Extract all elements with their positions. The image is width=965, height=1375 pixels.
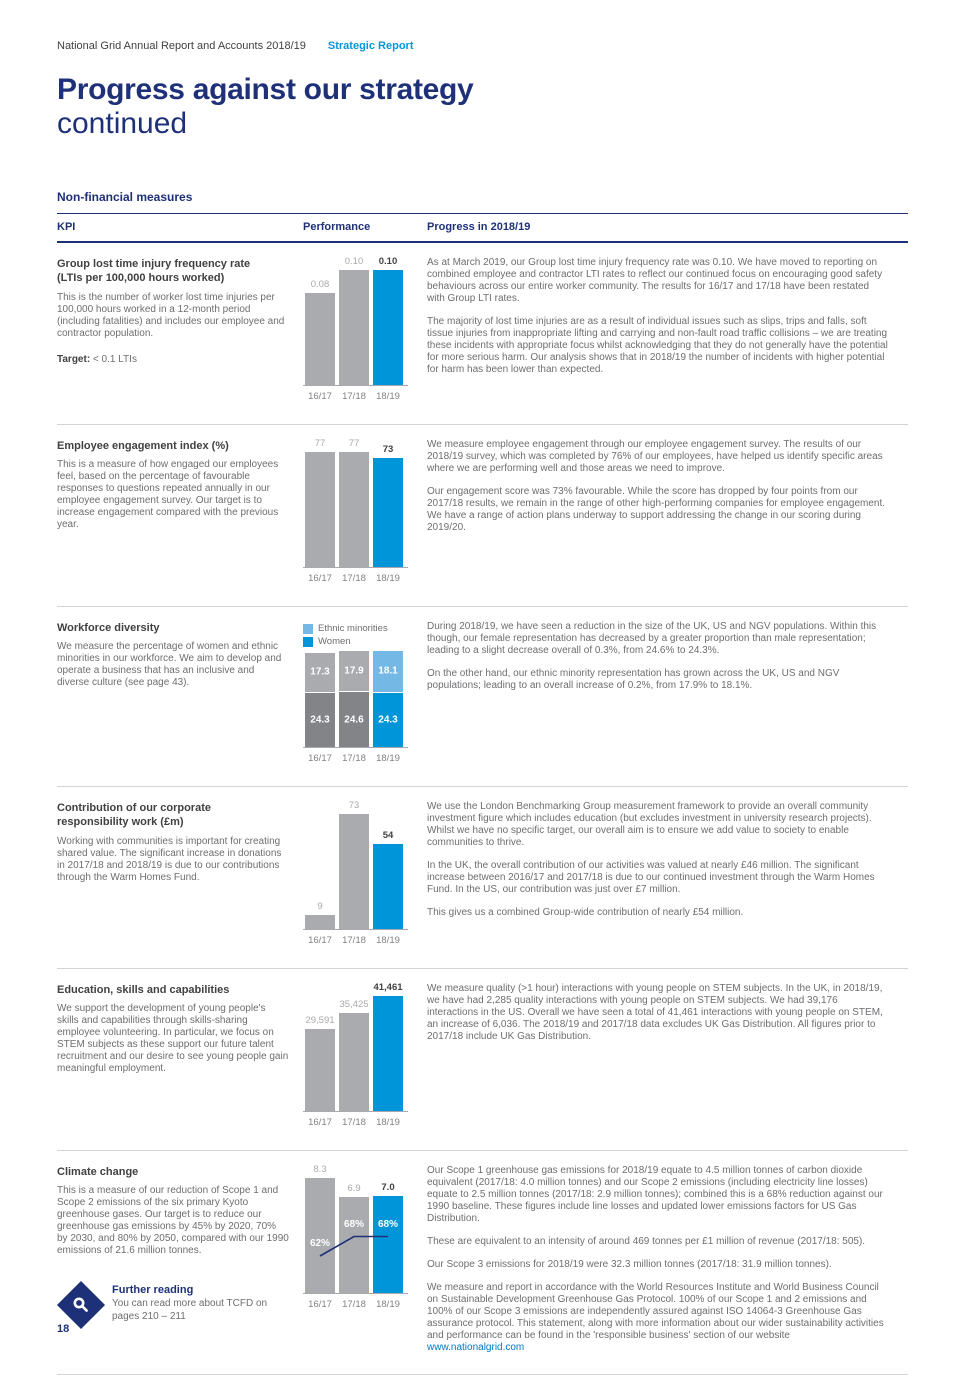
bar (373, 458, 403, 567)
table-row (57, 1150, 908, 1374)
further-reading (57, 1281, 289, 1329)
legend-swatch (303, 624, 313, 634)
paragraph: The majority of lost time injuries are as a result of individual issues such as slips, trips and falls, soft tissue injuries from inappropriate lifting and carrying and non-fault road traffic collisions – we are treating these incidents with appropriate focus whilst acknowledging that they do not generally have the potential for more serious harm. Our analysis shows that in 2018/19 the number of incidents with higher potential for harm has been lower than expected. (427, 316, 888, 375)
progress-cell (427, 983, 889, 1130)
bar-value-label: 41,461 (373, 982, 403, 993)
segment-value-label: 24.3 (378, 714, 398, 726)
table-row (57, 786, 908, 968)
table-row (57, 424, 908, 606)
paragraph: These are equivalent to an intensity of around 469 tonnes per £1 million of revenue (2017/18: 505). (427, 1236, 866, 1247)
year-label: 16/17 (308, 573, 332, 584)
line-value-label: 68% (343, 1218, 365, 1230)
bar (305, 915, 335, 929)
year-label: 18/19 (376, 1299, 400, 1310)
bar (339, 814, 369, 929)
year-label: 18/19 (376, 935, 400, 946)
legend-label: Women (318, 636, 351, 647)
segment-value-label: 17.9 (344, 665, 364, 677)
column-header-progress: Progress in 2018/19 (427, 221, 531, 233)
kpi-cell (57, 621, 303, 766)
kpi-target (57, 354, 289, 365)
final-paragraph-text: We measure and report in accordance with the World Resources Institute and World Business Council on Sustainable Development Greenhouse Gas Protocol. 100% of our Scope 1 and 2 emissions and 100% of our Scope 3 emissions are independently assured against ISO 14064-3 Greenhouse Gas assurance protocol. This statement, along with more information about our wider sustainability activities and performance can be found in the 'responsible business' section of our website (427, 1282, 884, 1341)
kpi-title: Employee engagement index (%) (57, 440, 229, 452)
bar (339, 270, 369, 385)
report-title: National Grid Annual Report and Accounts 2018/19 (57, 40, 306, 52)
bar-value-label: 77 (348, 438, 360, 449)
kpi-cell (57, 983, 303, 1130)
website-link[interactable]: www.nationalgrid.com (427, 1342, 525, 1353)
performance-cell (303, 257, 427, 404)
further-reading-title: Further reading (112, 1284, 194, 1297)
performance-cell (303, 1165, 427, 1354)
bar (305, 1029, 335, 1111)
paragraph: We use the London Benchmarking Group measurement framework to provide an overall community investment figure which includes education (but excludes investment in university research projects). Whilst we have no specific target, our overall aim is to ensure we add value to society to enable communities to thrive. (427, 801, 872, 848)
section-label: Strategic Report (327, 40, 414, 52)
chart-years (303, 573, 408, 586)
table-row (57, 606, 908, 786)
paragraph: During 2018/19, we have seen a reduction in the size of the UK, US and NGV populations. Within this though, our female representation has decreased by a greater proportion than male representation; leading to a slight decrease overall of 0.3%, from 24.6% to 24.3%. (427, 621, 877, 656)
kpi-title: Workforce diversity (57, 622, 160, 634)
bar (373, 996, 403, 1111)
page-header (57, 40, 908, 52)
kpi-description: Working with communities is important for creating shared value. The significant increase in donations in 2017/18 and 2018/19 is due to our contributions through the Warm Homes Fund. (57, 835, 282, 883)
legend-item (303, 636, 408, 647)
chart-plot (303, 982, 408, 1112)
bar-value-label: 8.3 (313, 1164, 327, 1175)
performance-cell (303, 439, 427, 586)
bar-value-label: 73 (348, 800, 360, 811)
chart-years (303, 391, 408, 404)
bar-value-label: 0.10 (378, 256, 398, 267)
kpi-title: Education, skills and capabilities (57, 984, 230, 996)
year-label: 17/18 (342, 573, 366, 584)
bar-value-label: 77 (314, 438, 326, 449)
bar (339, 452, 369, 567)
bar-segment-ethnic-minorities (373, 651, 403, 691)
chart-plot (303, 256, 408, 386)
table-row (57, 243, 908, 424)
table-row (57, 968, 908, 1150)
year-label: 18/19 (376, 1117, 400, 1128)
bar-value-label: 0.08 (310, 279, 330, 290)
kpi-cell (57, 257, 303, 404)
progress-cell (427, 257, 889, 404)
kpi-description: We support the development of young people's skills and capabilities through skills-sharing employee volunteering. In particular, we focus on STEM subjects as these support our future talent recruitment and our desire to see young people gain meaningful employment. (57, 1003, 289, 1075)
bar-value-label: 6.9 (347, 1183, 361, 1195)
further-reading-texts (112, 1281, 282, 1323)
line-value-label: 68% (377, 1218, 399, 1230)
bar (339, 1013, 369, 1111)
page-number: 18 (57, 1323, 70, 1335)
year-label: 18/19 (376, 753, 400, 764)
bar (305, 293, 335, 385)
bar-value-label: 73 (382, 443, 394, 455)
bar (373, 844, 403, 929)
column-header-kpi: KPI (57, 221, 76, 233)
kpi-title: Contribution of our corporate responsibility work (£m) (57, 802, 211, 829)
paragraph (427, 1282, 889, 1354)
year-label: 17/18 (342, 391, 366, 402)
kpi-description: This is the number of worker lost time injuries per 100,000 hours worked in a 12-month period (including fatalities) and includes our employee and contractor population. (57, 291, 285, 339)
table-header (57, 213, 908, 243)
progress-cell (427, 801, 889, 948)
kpi-description: This is a measure of our reduction of Scope 1 and Scope 2 emissions of the six primary Kyoto greenhouse gases. Our target is to reduce our greenhouse gas emissions by 45% by 2020, 70% by 2030, and 80% by 2050, compared with our 1990 emissions of 21.6 million tonnes. (57, 1185, 289, 1257)
bar (305, 452, 335, 567)
non-financial-measures-heading: Non-financial measures (57, 190, 193, 204)
page-subtitle: continued (57, 107, 188, 140)
legend-swatch (303, 637, 313, 647)
paragraph: Our Scope 1 greenhouse gas emissions for 2018/19 equate to 4.5 million tonnes of carbon dioxide equivalent (2017/18: 4.0 million tonnes) and our Scope 2 emissions (including electricity line losses) equate to 2.5 million tonnes (2017/18: 2.9 million tonnes); combined this is a 68% reduction against our 1990 baseline. These figures include line losses and updated lower emissions factors for US Gas Distribution. (427, 1165, 883, 1224)
segment-value-label: 18.1 (378, 665, 398, 677)
year-label: 16/17 (308, 1299, 332, 1310)
paragraph: In the UK, the overall contribution of our activities was valued at nearly £46 million. The significant increase between 2016/17 and 2017/18 is due to our continued investment through the Warm Homes Fund. In the US, our contribution was just over £7 million. (427, 860, 875, 895)
chart-years (303, 935, 408, 948)
engagement-bar-chart (303, 438, 408, 586)
progress-cell (427, 439, 889, 586)
progress-cell (427, 621, 889, 766)
kpi-cell (57, 801, 303, 948)
legend-label: Ethnic minorities (318, 623, 388, 634)
page-title: Progress against our strategy (57, 73, 474, 106)
bar-segment-women (305, 693, 335, 747)
year-label: 16/17 (308, 753, 332, 764)
year-label: 17/18 (342, 1299, 366, 1310)
paragraph: We measure quality (>1 hour) interactions with young people on STEM subjects. In the UK, in 2018/19, we have had 2,285 quality interactions with young people on STEM subjects. We had 39,176 interactions in the US. Overall we have seen a total of 41,461 interactions with young people on STEM, an increase of 6,036. The 2018/19 and 2017/18 data excludes UK Gas Distribution. All figures prior to 2017/18 include UK Gas Distribution. (427, 983, 883, 1042)
kpi-table (57, 213, 908, 1375)
bar-segment-ethnic-minorities (339, 651, 369, 691)
paragraph: On the other hand, our ethnic minority representation has grown across the UK, US and NGV populations; leading to an overall increase of 0.2%, from 17.9% to 18.1%. (427, 668, 840, 691)
bar-value-label: 35,425 (339, 998, 369, 1010)
kpi-cell (57, 1165, 303, 1354)
kpi-description: We measure the percentage of women and ethnic minorities in our workforce. We aim to develop and operate a business that has an inclusive and diverse culture (see page 43). (57, 641, 282, 689)
progress-cell (427, 1165, 889, 1354)
further-reading-text: You can read more about TCFD on pages 210 – 211 (112, 1298, 268, 1322)
chart-years (303, 1117, 408, 1130)
performance-cell (303, 801, 427, 948)
bar-value-label: 9 (317, 900, 323, 912)
bar-value-label: 7.0 (381, 1182, 395, 1194)
legend-item (303, 623, 408, 634)
paragraph: This gives us a combined Group-wide contribution of nearly £54 million. (427, 907, 744, 918)
bar-segment-ethnic-minorities (305, 653, 335, 692)
segment-value-label: 24.6 (344, 714, 364, 725)
kpi-title: Group lost time injury frequency rate (LTIs per 100,000 hours worked) (57, 258, 251, 285)
chart-years (303, 753, 408, 766)
responsibility-bar-chart (303, 800, 408, 948)
performance-cell (303, 621, 427, 766)
segment-value-label: 17.3 (310, 666, 330, 678)
chart-plot (303, 438, 408, 568)
bar-value-label: 0.10 (344, 256, 364, 267)
target-label: Target: (57, 353, 91, 365)
year-label: 17/18 (342, 1117, 366, 1128)
paragraph: Our Scope 3 emissions for 2018/19 were 32.3 million tonnes (2017/18: 31.9 million tonnes). (427, 1259, 832, 1270)
paragraph: We measure employee engagement through our employee engagement survey. The results of our 2018/19 survey, which was completed by 76% of our employees, have helped us identify specific areas where we are performing well and those areas we need to improve. (427, 439, 883, 474)
chart-years (303, 1299, 408, 1312)
paragraph: Our engagement score was 73% favourable. While the score has dropped by four points from our 2017/18 results, we remain in the range of other high-performing companies for employee engagement. We have a range of action plans underway to support addressing the change in our scoring during 2019/20. (427, 486, 886, 533)
chart-legend (303, 623, 408, 647)
year-label: 16/17 (308, 1117, 332, 1128)
year-label: 18/19 (376, 391, 400, 402)
chart-plot (303, 653, 408, 748)
year-label: 16/17 (308, 391, 332, 402)
year-label: 17/18 (342, 935, 366, 946)
year-label: 18/19 (376, 573, 400, 584)
bar-value-label: 54 (382, 829, 394, 841)
line-value-label: 62% (309, 1238, 331, 1249)
diversity-stacked-chart (303, 623, 408, 766)
bar-segment-women (339, 692, 369, 747)
chart-plot (303, 800, 408, 930)
bar (373, 270, 403, 385)
kpi-cell (57, 439, 303, 586)
target-value: < 0.1 LTIs (90, 353, 137, 365)
year-label: 17/18 (342, 753, 366, 764)
bar-value-label: 29,591 (305, 1014, 335, 1026)
reduction-line (303, 1179, 408, 1294)
lti-bar-chart (303, 256, 408, 404)
education-bar-chart (303, 982, 408, 1130)
chart-plot (303, 1164, 408, 1294)
climate-bar-line-chart (303, 1164, 408, 1312)
bar-segment-women (373, 693, 403, 747)
paragraph: As at March 2019, our Group lost time injury frequency rate was 0.10. We have moved to reporting on combined employee and contractor LTI rates to reflect our continued focus on encouraging good safety behaviours across our entire worker community. The results for 16/17 and 17/18 have been restated with Group LTI rates. (427, 257, 883, 304)
performance-cell (303, 983, 427, 1130)
year-label: 16/17 (308, 935, 332, 946)
column-header-performance: Performance (303, 221, 371, 233)
kpi-title: Climate change (57, 1166, 139, 1178)
kpi-description: This is a measure of how engaged our employees feel, based on the percentage of favourable responses to questions repeated annually in our employee engagement survey. Our target is to increase engagement compared with the previous year. (57, 459, 279, 531)
segment-value-label: 24.3 (310, 714, 330, 726)
